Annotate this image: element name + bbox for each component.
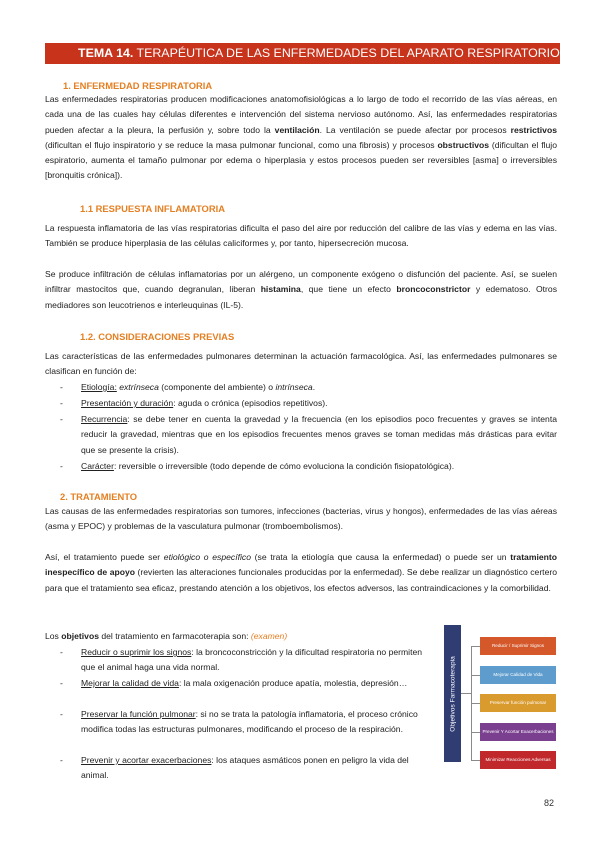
diagram-box-1: Reducir / Suprimir Signos: [480, 637, 556, 655]
paragraph-causes: Las causas de las enfermedades respiratorias son tumores, infecciones (bacterias, virus y hongos), enfermedades de las vías aéreas (asma y EPOC) y problemas de la vasculatura pulmonar (tromboembolismos).: [45, 506, 557, 532]
objectives-intro: Los objetivos del tratamiento en farmacoterapia son: (examen): [45, 631, 288, 641]
objective-item-4: - Prevenir y acortar exacerbaciones: los ataques asmáticos ponen en peligro la vida del animal.: [60, 755, 409, 781]
diagram-box-3: Preservar función pulmonar: [480, 694, 556, 712]
paragraph-inflammatory-response: La respuesta inflamatoria de las vías respiratorias dificulta el paso del aire por reducción del calibre de las vías y edema en las vías. También se produce hiperplasia de las células caliciformes y, por tanto, hipersecreción mucosa.: [45, 223, 557, 249]
list-item-presentation: - Presentación y duración: aguda o crónica (episodios repetitivos).: [60, 398, 328, 408]
paragraph-treatment: Así, el tratamiento puede ser etiológico o específico (se trata la etiología que causa la enfermedad) o puede ser un tratamiento inespecífico de apoyo (revierten las alteraciones funcionales producidas por la enfermedad). Se debe realizar un diagnóstico certero para que el tratamiento sea eficaz, prestando atención a los objetivos, los efectos adversos, las contraindicaciones y la comorbilidad.: [45, 552, 557, 593]
objective-item-2: - Mejorar la calidad de vida: la mala oxigenación produce apatía, molestia, depresión…: [60, 678, 408, 688]
chapter-number: TEMA 14.: [78, 46, 134, 60]
diagram-connector: [471, 732, 480, 733]
diagram-root: [444, 625, 461, 762]
diagram-box-2: Mejorar Calidad de Vida: [480, 666, 556, 684]
section-heading-1-2: 1.2. CONSIDERACIONES PREVIAS: [80, 331, 235, 342]
list-item-recurrence: - Recurrencia: se debe tener en cuenta la gravedad y la frecuencia (en los episodios poco frecuentes y graves se intenta reducir la gravedad, mientras que en los episodios frecuentes menos graves se toman medidas más drásticas para evitar que se presente la crisis).: [60, 414, 557, 455]
chapter-title-banner: [45, 43, 560, 64]
objective-item-3: - Preservar la función pulmonar: si no se trata la patología inflamatoria, el proceso crónico modifica todas las estructuras pulmonares, modificando el proceso de la respiración.: [60, 709, 418, 735]
section-heading-1-1: 1.1 RESPUESTA INFLAMATORIA: [80, 203, 225, 214]
objective-item-1: - Reducir o suprimir los signos: la broncoconstricción y la dificultad respiratoria no permiten que el animal haga una vida normal.: [60, 647, 423, 673]
paragraph-infiltration: Se produce infiltración de células inflamatorias por un alérgeno, un componente exógeno o disfunción del paciente. Así, se suelen infiltrar mastocitos que, cuando degranulan, liberan histamina, que tiene un efecto broncoconstrictor y edematoso. Otros mediadores son leucotrienos e interleuquinas (IL-5).: [45, 269, 557, 310]
list-item-character: - Carácter: reversible o irreversible (todo depende de cómo evoluciona la condición fisiopatológica).: [60, 461, 455, 471]
list-item-etiology: - Etiología: extrínseca (componente del ambiente) o intrínseca.: [60, 382, 316, 392]
chapter-name: TERAPÉUTICA DE LAS ENFERMEDADES DEL APARATO RESPIRATORIO: [133, 46, 560, 60]
diagram-box-4: Prevenir Y Acortar Exacerbaciones: [480, 723, 556, 741]
diagram-box-5: Minimizar Reacciones Adversas: [480, 751, 556, 769]
section-heading-1: 1. ENFERMEDAD RESPIRATORIA: [63, 80, 213, 91]
paragraph-respiratory-disease: Las enfermedades respiratorias producen modificaciones anatomofisiológicas a lo largo de todo el recorrido de las vías aéreas, en cada una de las cuales hay células diferentes e intervención del sistema nervioso autónomo. Así, las enfermedades respiratorias pueden afectar a la pleura, la perfusión y, sobre todo la ventilación. La ventilación se puede afectar por procesos restrictivos (dificultan el flujo inspiratorio y se reduce la masa pulmonar funcional, como una fibrosis) y procesos obstructivos (dificultan el flujo espiratorio, aumenta el tamaño pulmonar por edema o hiperplasia y estos procesos pueden ser reversibles [asma] o irreversibles [bronquitis crónica]).: [45, 94, 557, 181]
diagram-connector: [461, 693, 471, 694]
page-number: 82: [544, 798, 555, 808]
paragraph-classification-intro: Las características de las enfermedades pulmonares determinan la actuación farmacológica. Así, las enfermedades pulmonares se clasifican en función de:: [45, 351, 557, 377]
exam-note: (examen): [250, 631, 288, 641]
diagram-connector: [471, 646, 480, 647]
chapter-title: [78, 46, 560, 60]
section-heading-2: 2. TRATAMIENTO: [60, 491, 138, 502]
diagram-connector: [471, 760, 480, 761]
diagram-root-label: Objetivos Farmacoterapia: [449, 655, 456, 732]
diagram-connector: [471, 675, 480, 676]
diagram-connector: [471, 703, 480, 704]
